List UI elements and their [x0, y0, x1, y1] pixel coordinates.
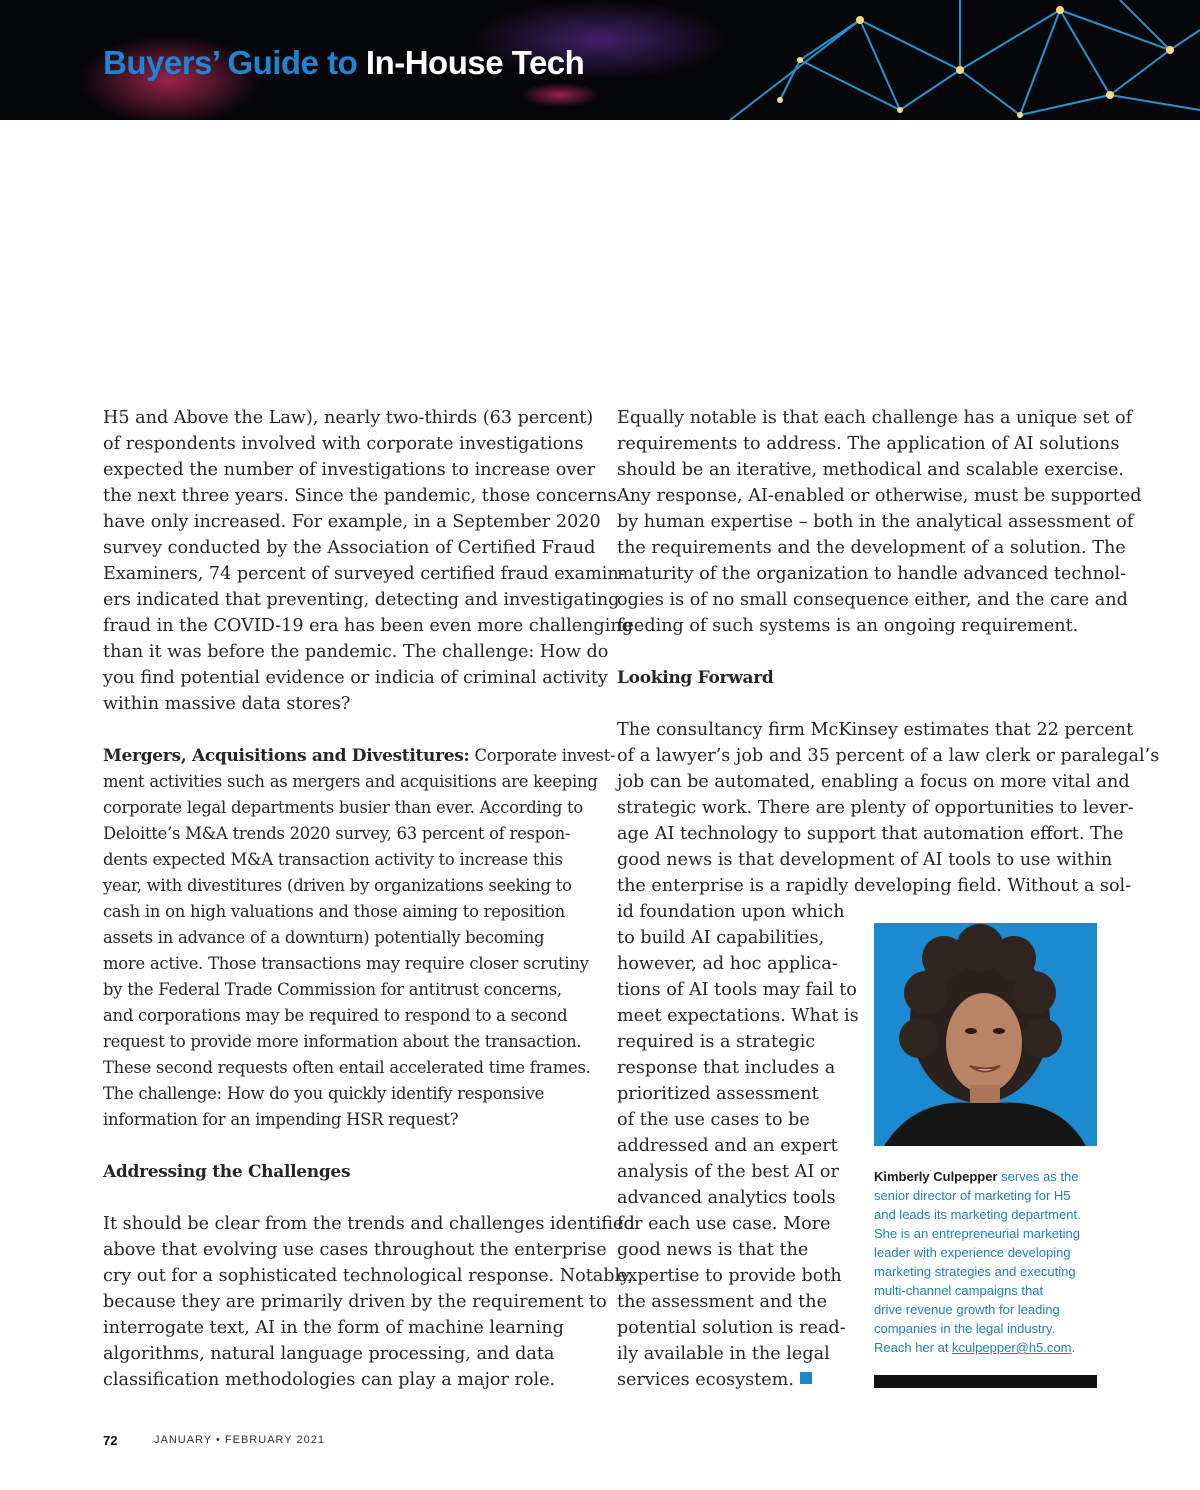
text-line: feeding of such systems is an ongoing requirement. — [617, 616, 1079, 636]
text-line: It should be clear from the trends and challenges identified — [103, 1214, 635, 1234]
text-line: fraud in the COVID-19 era has been even more challenging — [103, 616, 634, 636]
author-name: Kimberly Culpepper — [874, 1169, 998, 1184]
text-line: dents expected M&A transaction activity to increase this — [103, 850, 563, 869]
author-bio — [874, 1167, 1099, 1357]
text-line: Mergers, Acquisitions and Divestitures: Corporate invest- — [103, 746, 616, 766]
text-line: more active. Those transactions may require closer scrutiny — [103, 954, 589, 973]
addressing-paragraph — [103, 1211, 635, 1393]
left-column — [103, 405, 635, 1393]
text-line: however, ad hoc applica- — [617, 954, 838, 974]
text-line: strategic work. There are plenty of opportunities to lever- — [617, 798, 1134, 818]
text-line: and corporations may be required to respond to a second — [103, 1006, 568, 1025]
text-line: The consultancy firm McKinsey estimates that 22 percent — [617, 720, 1134, 740]
text-line: survey conducted by the Association of Certified Fraud — [103, 538, 596, 558]
text-line: ily available in the legal — [617, 1344, 830, 1364]
text-line: good news is that the — [617, 1240, 809, 1260]
text-line: tions of AI tools may fail to — [617, 980, 857, 1000]
text-line: request to provide more information about the transaction. — [103, 1032, 582, 1051]
text-line: the next three years. Since the pandemic, those concerns — [103, 486, 617, 506]
text-line: id foundation upon which — [617, 902, 845, 922]
text-line: addressed and an expert — [617, 1136, 838, 1156]
text-line: expertise to provide both — [617, 1266, 842, 1286]
issue-date: JANUARY • FEBRUARY 2021 — [154, 1434, 325, 1446]
addressing-heading: Addressing the Challenges — [103, 1162, 351, 1182]
text-line: advanced analytics tools — [617, 1188, 836, 1208]
text-line: because they are primarily driven by the requirement to — [103, 1292, 607, 1312]
text-line: job can be automated, enabling a focus on more vital and — [617, 772, 1130, 792]
text-line: of the use cases to be — [617, 1110, 810, 1130]
text-line: for each use case. More — [617, 1214, 831, 1234]
text-line: good news is that development of AI tools to use within — [617, 850, 1113, 870]
text-line: by human expertise – both in the analytical assessment of — [617, 512, 1134, 532]
text-line: cash in on high valuations and those aiming to reposition — [103, 902, 565, 921]
text-line: Examiners, 74 percent of surveyed certified fraud examin- — [103, 564, 625, 584]
text-line: response that includes a — [617, 1058, 836, 1078]
page-footer — [103, 1432, 325, 1450]
text-line: analysis of the best AI or — [617, 1162, 839, 1182]
text-line: of respondents involved with corporate investigations — [103, 434, 584, 454]
portrait-illustration — [874, 923, 1097, 1146]
text-line: of a lawyer’s job and 35 percent of a law clerk or paralegal’s — [617, 746, 1160, 766]
notable-paragraph — [617, 405, 1142, 639]
text-line: corporate legal departments busier than ever. According to — [103, 798, 583, 817]
text-line: ers indicated that preventing, detecting and investigating — [103, 590, 620, 610]
text-line: the enterprise is a rapidly developing field. Without a sol- — [617, 876, 1132, 896]
bio-line: drive revenue growth for leading — [874, 1302, 1060, 1317]
text-line: ment activities such as mergers and acquisitions are keeping — [103, 772, 598, 791]
text-line: These second requests often entail accelerated time frames. — [103, 1058, 591, 1077]
mergers-paragraph — [103, 743, 616, 1133]
page-number: 72 — [103, 1433, 118, 1448]
text-line: classification methodologies can play a major role. — [103, 1370, 556, 1390]
text-line: H5 and Above the Law), nearly two-thirds (63 percent) — [103, 408, 594, 428]
bio-line: senior director of marketing for H5 — [874, 1188, 1071, 1203]
text-line: to build AI capabilities, — [617, 928, 825, 948]
text-line: Deloitte’s M&A trends 2020 survey, 63 percent of respon- — [103, 824, 571, 843]
author-photo — [874, 923, 1097, 1146]
text-line: have only increased. For example, in a September 2020 — [103, 512, 601, 532]
text-line: the assessment and the — [617, 1292, 827, 1312]
text-line: than it was before the pandemic. The challenge: How do — [103, 642, 609, 662]
text-line: age AI technology to support that automation effort. The — [617, 824, 1124, 844]
bio-line: Kimberly Culpepper serves as the — [874, 1169, 1079, 1184]
bio-divider-bar — [874, 1375, 1097, 1388]
text-line: by the Federal Trade Commission for antitrust concerns, — [103, 980, 562, 999]
text-line: prioritized assessment — [617, 1084, 819, 1104]
text-line: within massive data stores? — [103, 694, 351, 714]
text-line: above that evolving use cases throughout the enterprise — [103, 1240, 607, 1260]
end-mark-icon — [800, 1372, 812, 1384]
header-banner — [0, 0, 1200, 120]
bio-line: She is an entrepreneurial marketing — [874, 1226, 1080, 1241]
text-line: Any response, AI-enabled or otherwise, must be supported — [617, 486, 1142, 506]
text-line: should be an iterative, methodical and scalable exercise. — [617, 460, 1124, 480]
text-line: you find potential evidence or indicia of criminal activity — [103, 668, 608, 688]
bio-line: and leads its marketing department. — [874, 1207, 1081, 1222]
text-line: assets in advance of a downturn) potentially becoming — [103, 928, 545, 947]
bio-line: multi-channel campaigns that — [874, 1283, 1044, 1298]
text-line: year, with divestitures (driven by organizations seeking to — [103, 876, 572, 895]
text-line: algorithms, natural language processing, and data — [103, 1344, 555, 1364]
text-line: information for an impending HSR request? — [103, 1110, 459, 1129]
text-line: required is a strategic — [617, 1032, 816, 1052]
bio-line: leader with experience developing — [874, 1245, 1071, 1260]
bio-line: marketing strategies and executing — [874, 1264, 1076, 1279]
author-email-link[interactable]: kculpepper@h5.com — [952, 1340, 1072, 1355]
text-line: Equally notable is that each challenge has a unique set of — [617, 408, 1133, 428]
section-title: Buyers’ Guide to In-House Tech — [103, 44, 585, 81]
bio-line: Reach her at kculpepper@h5.com. — [874, 1340, 1076, 1355]
text-line: The challenge: How do you quickly identify responsive — [103, 1084, 545, 1103]
text-line: cry out for a sophisticated technological response. Notably, — [103, 1266, 634, 1286]
text-line: interrogate text, AI in the form of machine learning — [103, 1318, 564, 1338]
text-line: services ecosystem. — [617, 1367, 1097, 1393]
looking-forward-heading: Looking Forward — [617, 668, 774, 688]
mergers-heading: Mergers, Acquisitions and Divestitures: — [103, 746, 470, 766]
text-line: requirements to address. The application of AI solutions — [617, 434, 1120, 454]
text-line: potential solution is read- — [617, 1318, 846, 1338]
intro-paragraph — [103, 405, 634, 717]
text-line: expected the number of investigations to increase over — [103, 460, 596, 480]
text-line: maturity of the organization to handle advanced technol- — [617, 564, 1127, 584]
bio-line: companies in the legal industry. — [874, 1321, 1056, 1336]
text-line: meet expectations. What is — [617, 1006, 859, 1026]
text-line: ogies is of no small consequence either, and the care and — [617, 590, 1128, 610]
text-line: the requirements and the development of a solution. The — [617, 538, 1126, 558]
